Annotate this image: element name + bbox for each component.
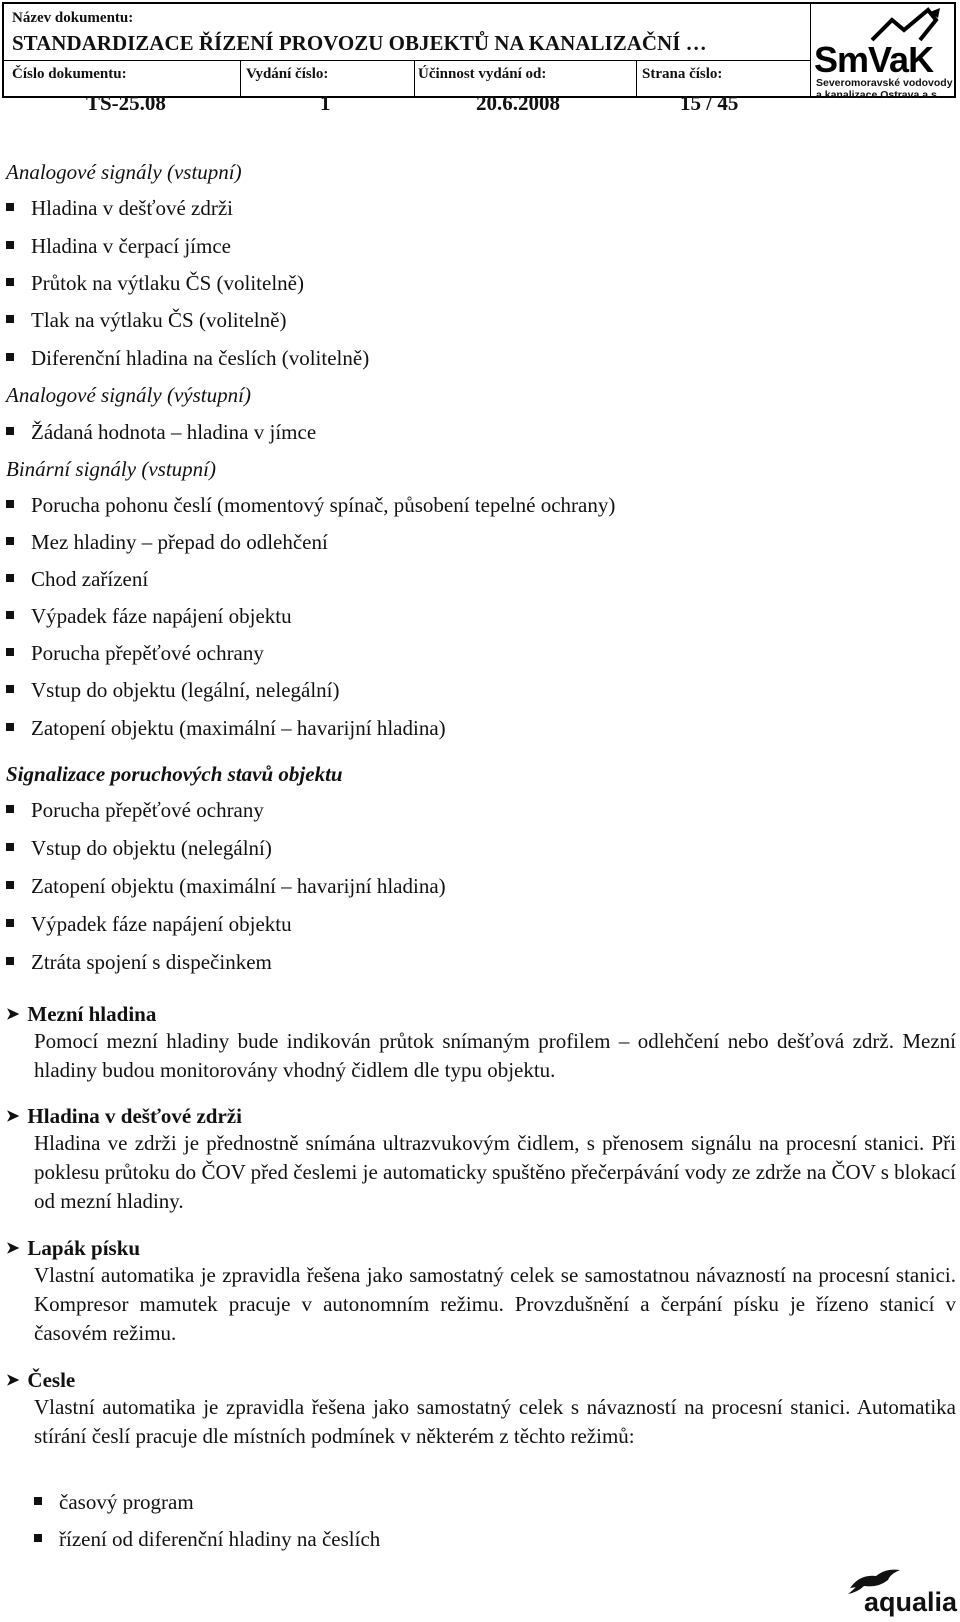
list-item: Hladina v dešťové zdrži xyxy=(6,196,233,220)
bullet-icon xyxy=(6,574,14,582)
bullet-icon xyxy=(6,315,14,323)
list-item: Mez hladiny – přepad do odlehčení xyxy=(6,530,328,554)
header-divider xyxy=(414,60,415,96)
bullet-icon xyxy=(6,648,14,656)
bullet-icon xyxy=(6,427,14,435)
bullet-icon xyxy=(6,500,14,508)
arrow-right-icon: ➤ xyxy=(6,1372,20,1389)
bullet-icon xyxy=(6,203,14,211)
list-item: Porucha přepěťové ochrany xyxy=(6,641,264,665)
bullet-icon xyxy=(6,685,14,693)
list-item: Tlak na výtlaku ČS (volitelně) xyxy=(6,308,286,332)
arrow-right-icon: ➤ xyxy=(6,1006,20,1023)
doc-name-label: Název dokumentu: xyxy=(12,10,134,26)
bullet-icon xyxy=(6,881,14,889)
section-paragraph: Pomocí mezní hladiny bude indikován průtok snímaným profilem – odlehčení nebo dešťová zdrž. Mezní hladiny budou monitorovány vhodný čidlem dle typu objektu. xyxy=(34,1029,956,1082)
list-item: Výpadek fáze napájení objektu xyxy=(6,912,292,936)
bullet-icon xyxy=(6,278,14,286)
group-heading: Binární signály (vstupní) xyxy=(6,457,216,481)
list-item: Žádaná hodnota – hladina v jímce xyxy=(6,420,316,444)
list-item: Porucha přepěťové ochrany xyxy=(6,798,264,822)
list-item: Vstup do objektu (legální, nelegální) xyxy=(6,678,340,702)
header-divider xyxy=(4,60,810,61)
list-item: Diferenční hladina na česlích (volitelně) xyxy=(6,346,369,370)
smvak-logo-text: SmVaK xyxy=(814,39,934,80)
list-item: Ztráta spojení s dispečinkem xyxy=(6,950,272,974)
list-item: Zatopení objektu (maximální – havarijní hladina) xyxy=(6,716,446,740)
bullet-icon xyxy=(6,957,14,965)
bullet-icon xyxy=(34,1534,42,1542)
smvak-logo-subtitle: Severomoravské vodovody xyxy=(816,77,953,89)
bullet-icon xyxy=(6,537,14,545)
aqualia-logo xyxy=(842,1566,956,1618)
section-paragraph: Hladina ve zdrži je přednostně snímána ultrazvukovým čidlem, s přenosem signálu na procesní stanici. Při poklesu průtoku do ČOV před česlemi je automaticky spuštěno přečerpávání vody ze zdrže na ČOV s blokací od mezní hladiny. xyxy=(34,1131,956,1213)
header-divider xyxy=(240,60,241,96)
section-paragraph: Vlastní automatika je zpravidla řešena jako samostatný celek s návazností na procesní stanici. Automatika stírání česlí pracuje dle místních podmínek v některém z těchto režimů: xyxy=(34,1395,956,1448)
section-paragraph: Vlastní automatika je zpravidla řešena jako samostatný celek se samostatnou návazností na procesní stanici. Kompresor mamutek pracuje v autonomním režimu. Provzdušnění a čerpání písku je řízeno stanicí v časovém režimu. xyxy=(34,1263,956,1345)
list-item: Chod zařízení xyxy=(6,567,148,591)
bullet-icon xyxy=(6,919,14,927)
group-heading: Signalizace poruchových stavů objektu xyxy=(6,762,343,786)
section-title: ➤ Lapák písku xyxy=(6,1236,141,1260)
list-item: Porucha pohonu česlí (momentový spínač, působení tepelné ochrany) xyxy=(6,493,615,517)
bullet-icon xyxy=(6,723,14,731)
section-title: ➤ Česle xyxy=(6,1368,76,1392)
doc-title: STANDARDIZACE ŘÍZENÍ PROVOZU OBJEKTŮ NA KANALIZAČNÍ … xyxy=(12,31,707,55)
bullet-icon xyxy=(6,805,14,813)
group-heading: Analogové signály (vstupní) xyxy=(6,160,242,184)
issue-label: Vydání číslo: xyxy=(246,66,329,82)
bullet-icon xyxy=(34,1497,42,1505)
smvak-logo xyxy=(812,6,954,101)
issue-number: 1 xyxy=(320,91,331,115)
effective-date: 20.6.2008 xyxy=(476,91,560,115)
bullet-icon xyxy=(6,241,14,249)
header-divider xyxy=(810,4,811,96)
section-title: ➤ Hladina v dešťové zdrži xyxy=(6,1104,242,1128)
list-item: řízení od diferenční hladiny na česlích xyxy=(34,1527,380,1551)
list-item: Průtok na výtlaku ČS (volitelně) xyxy=(6,271,304,295)
group-heading: Analogové signály (výstupní) xyxy=(6,383,251,407)
effective-label: Účinnost vydání od: xyxy=(418,66,547,82)
smvak-logo-subtitle: a kanalizace Ostrava a.s. xyxy=(816,89,940,101)
bullet-icon xyxy=(6,611,14,619)
list-item: Výpadek fáze napájení objektu xyxy=(6,604,292,628)
page-number: 15 / 45 xyxy=(680,91,739,115)
page-label: Strana číslo: xyxy=(642,66,723,82)
list-item: Zatopení objektu (maximální – havarijní hladina) xyxy=(6,874,446,898)
list-item: časový program xyxy=(34,1490,194,1514)
arrow-right-icon: ➤ xyxy=(6,1240,20,1257)
list-item: Hladina v čerpací jímce xyxy=(6,234,231,258)
arrow-right-icon: ➤ xyxy=(6,1108,20,1125)
section-title: ➤ Mezní hladina xyxy=(6,1002,157,1026)
bullet-icon xyxy=(6,353,14,361)
aqualia-logo-text: aqualia xyxy=(864,1587,958,1617)
header-divider xyxy=(636,60,637,96)
list-item: Vstup do objektu (nelegální) xyxy=(6,836,272,860)
document-header xyxy=(2,2,956,115)
doc-number: TS-25.08 xyxy=(86,91,166,115)
bullet-icon xyxy=(6,843,14,851)
doc-number-label: Číslo dokumentu: xyxy=(12,66,127,82)
